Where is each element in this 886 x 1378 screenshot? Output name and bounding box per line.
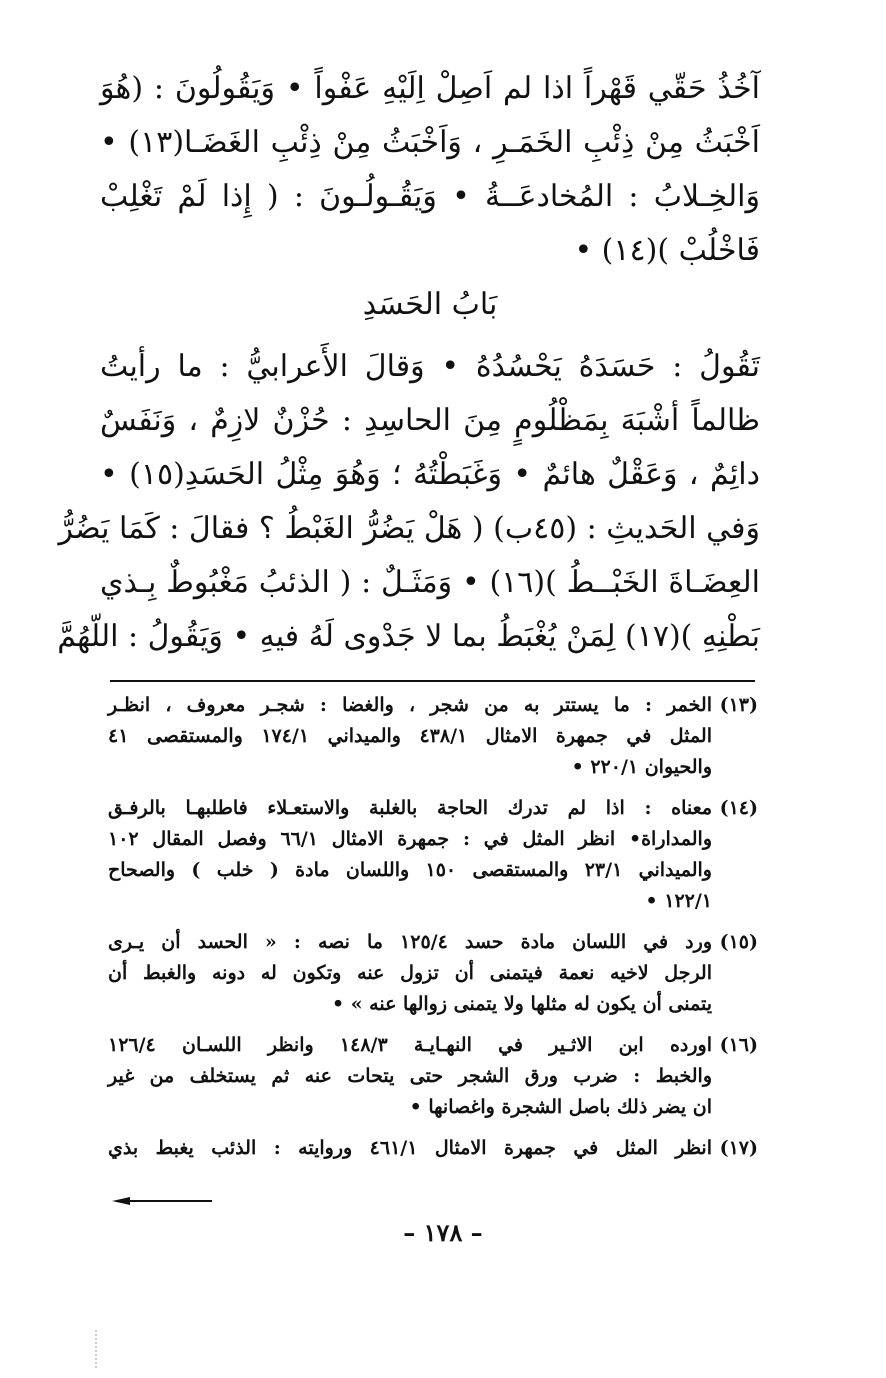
- footnote-line: يتمنى أن يكون له مثلها ولا يتمنى زوالها عنه » •: [331, 993, 712, 1015]
- footnote-number: (١٥): [719, 931, 758, 953]
- text-line: فَاخْلُبْ )(١٤) •: [574, 233, 760, 268]
- scan-speck-icon: [92, 1330, 100, 1370]
- footnote-number: (١٤): [719, 797, 758, 819]
- footnote: [108, 690, 758, 783]
- text-line: ظالماً أشْبَهَ بِمَظْلُومٍ مِنَ الحاسِدِ : حُزْنٌ لازِمٌ ، وَنَفَسٌ: [100, 403, 760, 438]
- footnote-line: ١٢٢/١ •: [645, 890, 712, 912]
- text-line: آخُذُ حَقّي قَهْراً اذا لم اَصِلْ اِلَيْهِ عَفْواً • وَيَقُولُونَ : (هُوَ: [100, 71, 760, 106]
- text-line: وَفي الحَديثِ : (٤٥ب) ( هَلْ يَضُرُّ الغَبْطُ ؟ فقالَ : كَمَا يَضُرُّ: [58, 511, 760, 546]
- footnote-line: الرجل لاخيه نعمة فيتمنى أن تزول عنه وتكون له دونه والغبط أن: [108, 962, 712, 984]
- footnote-line: المثل في جمهرة الامثال ٤٣٨/١ والميداني ١٧٤/١ والمستقصى ٤١: [108, 725, 712, 747]
- text-line: تَقُولُ : حَسَدَهُ يَحْسُدُهُ • وَقالَ الأَعرابيُّ : ما رأيتُ: [100, 349, 760, 384]
- footnote: [108, 1133, 758, 1164]
- footnote: [108, 1030, 758, 1123]
- footnote-line: انظر المثل في جمهرة الامثال ٤٦١/١ وروايته : الذئب يغبط بذي: [108, 1137, 712, 1159]
- continuation-arrow-icon: [112, 1196, 212, 1206]
- footnote-line: ورد في اللسان مادة حسد ١٢٥/٤ ما نصه : « الحسد أن يـرى: [108, 931, 712, 953]
- section-title: بَابُ الحَسَدِ: [362, 287, 498, 322]
- footnote-line: معناه : اذا لم تدرك الحاجة بالغلبة والاستعـلاء فاطلبهـا بالرفـق: [108, 797, 712, 819]
- text-line: العِضَـاةَ الخَبْــطُ )(١٦) • وَمَثَـلٌ : ( الذئبُ مَغْبُوطٌ بِـذي: [100, 565, 760, 600]
- footnote-line: اورده ابن الاثـير في النهـايـة ١٤٨/٣ وانظر اللسـان ١٢٦/٤: [108, 1034, 712, 1056]
- footnote: [108, 793, 758, 917]
- footnote-line: والميداني ٢٣/١ والمستقصى ١٥٠ واللسان مادة ( خلب ) والصحاح: [108, 859, 712, 881]
- footnote-number: (١٣): [719, 694, 758, 716]
- text-line: اَخْبَثُ مِنْ ذِئْبِ الخَمَـرِ ، وَاَخْبَثُ مِنْ ذِئْبِ الغَضَـا(١٣) •: [100, 125, 761, 160]
- footnote-divider: [110, 680, 755, 682]
- footnote-number: (١٧): [719, 1137, 758, 1159]
- text-line: وَالخِـلابُ : المُخادعَــةُ • وَيَقُـولُـونَ : ( إِذا لَمْ تَغْلِبْ: [100, 179, 760, 214]
- footnote-line: الخمر : ما يستتر به من شجر ، والغضا : شجـر معروف ، انظـر: [108, 694, 712, 716]
- footnote-line: والمداراة• انظر المثل في : جمهرة الامثال ٦٦/١ وفصل المقال ١٠٢: [108, 828, 712, 850]
- footnote: [108, 927, 758, 1020]
- footnote-line: والخبط : ضرب ورق الشجر حتى يتحات عنه ثم يستخلف من غير: [108, 1065, 712, 1087]
- footnotes: [108, 690, 758, 1174]
- text-line: بَطْنِهِ )(١٧) لِمَنْ يُغْبَطُ بما لا جَدْوى لَهُ فيهِ • وَيَقُولُ : اللّهُمَّ: [57, 619, 760, 654]
- footnote-number: (١٦): [719, 1034, 758, 1056]
- main-text: [57, 62, 761, 664]
- footnote-line: والحيوان ٢٢٠/١ •: [571, 756, 712, 778]
- footnote-line: ان يضر ذلك باصل الشجرة واغصانها •: [409, 1096, 712, 1118]
- text-line: دائِمٌ ، وَعَقْلٌ هائمٌ • وَغَبَطْتُهُ ؛ وَهُوَ مِثْلُ الحَسَدِ(١٥) •: [100, 457, 760, 492]
- page-number: – ١٧٨ –: [403, 1218, 483, 1247]
